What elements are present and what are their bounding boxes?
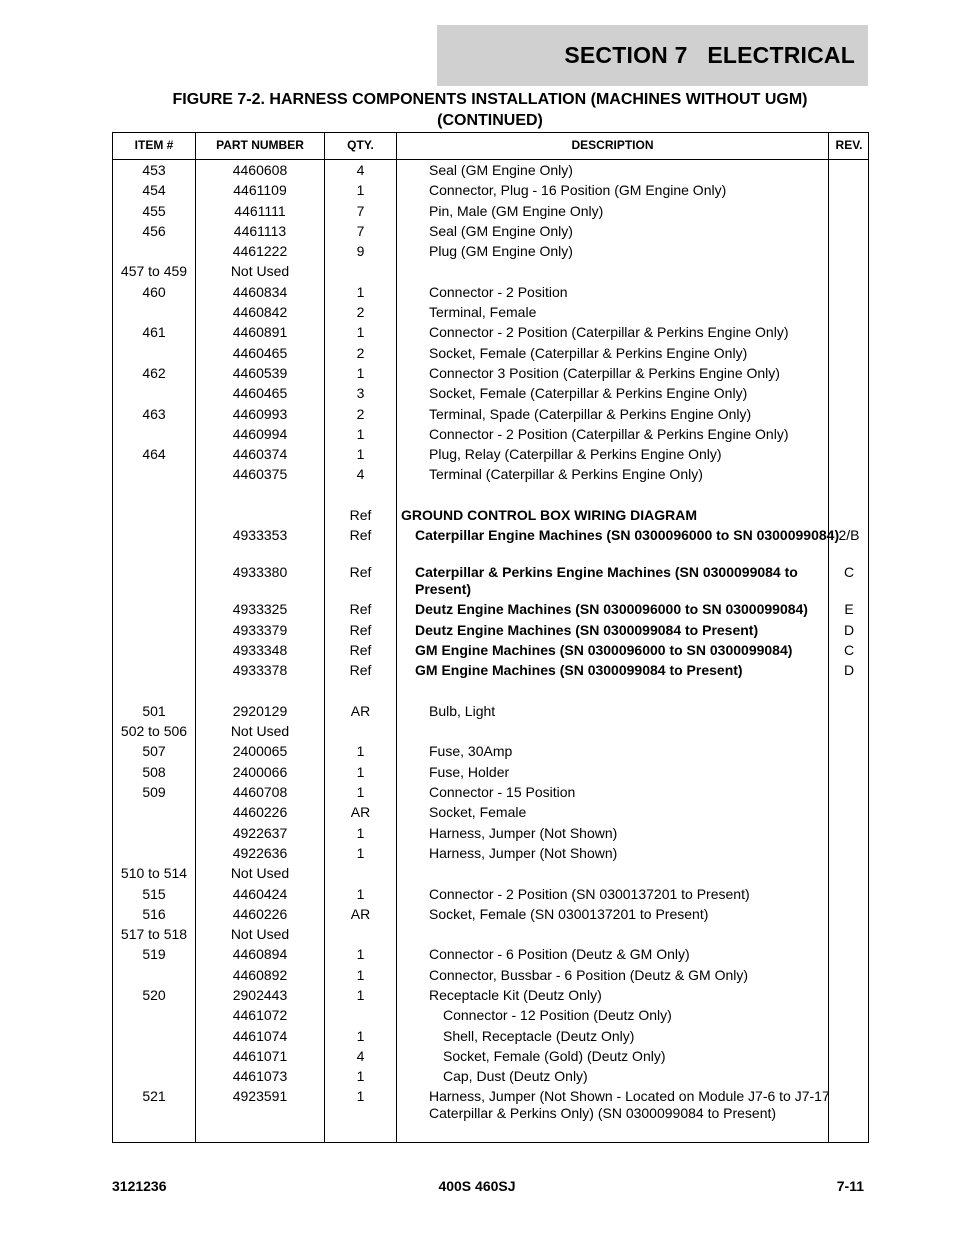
table-body: [113, 162, 868, 1125]
part-number-cell: 4460226: [232, 804, 288, 821]
qty-cell: 7: [356, 202, 365, 219]
description-cell: Terminal (Caterpillar & Perkins Engine Only): [429, 466, 703, 483]
table-row: [113, 723, 868, 743]
item-cell: 462: [142, 364, 166, 381]
part-number-cell: 4460374: [232, 446, 288, 463]
item-cell: 502 to 506: [120, 723, 188, 740]
qty-cell: 1: [356, 824, 365, 841]
part-number-cell: 4922637: [232, 824, 288, 841]
part-number-cell: Not Used: [230, 263, 290, 280]
qty-cell: 9: [356, 243, 365, 260]
description-cell: Socket, Female (Gold) (Deutz Only): [443, 1047, 666, 1064]
table-row: [113, 642, 868, 662]
table-spacer: [113, 683, 868, 703]
description-cell: Connector 3 Position (Caterpillar & Perkins Engine Only): [429, 364, 780, 381]
part-number-cell: 2920129: [232, 702, 288, 719]
table-row: [113, 601, 868, 621]
item-cell: 456: [142, 222, 166, 239]
part-number-cell: 4460539: [232, 364, 288, 381]
description-cell: Socket, Female (Caterpillar & Perkins Engine Only): [429, 385, 748, 402]
qty-cell: 1: [356, 1088, 365, 1105]
part-number-cell: 4460993: [232, 405, 288, 422]
item-cell: 510 to 514: [120, 865, 188, 882]
item-cell: 507: [142, 743, 166, 760]
part-number-cell: 4460608: [232, 162, 288, 178]
part-number-cell: 4460892: [232, 966, 288, 983]
description-cell: Harness, Jumper (Not Shown): [429, 844, 618, 861]
part-number-cell: Not Used: [230, 926, 290, 943]
description-cell: GM Engine Machines (SN 0300099084 to Present): [415, 662, 743, 679]
qty-cell: 4: [356, 466, 365, 483]
table-row: [113, 203, 868, 223]
item-cell: 520: [142, 986, 166, 1003]
qty-cell: AR: [350, 702, 371, 719]
qty-cell: 1: [356, 1027, 365, 1044]
table-row: [113, 804, 868, 824]
footer-doc-number: 3121236: [112, 1178, 167, 1194]
table-row: [113, 406, 868, 426]
rev-cell: E: [844, 601, 854, 618]
table-row: [113, 284, 868, 304]
description-cell: Seal (GM Engine Only): [429, 162, 573, 178]
table-row: [113, 703, 868, 723]
description-cell: Connector, Plug - 16 Position (GM Engine Only): [429, 182, 727, 199]
description-cell: Terminal, Spade (Caterpillar & Perkins Engine Only): [429, 405, 752, 422]
table-row: [113, 1088, 868, 1125]
footer-model: 400S 460SJ: [438, 1178, 516, 1194]
part-number-cell: 4461073: [232, 1068, 288, 1085]
part-number-cell: 4922636: [232, 844, 288, 861]
description-cell: Fuse, 30Amp: [429, 743, 513, 760]
description-cell: Connector, Bussbar - 6 Position (Deutz & GM Only): [429, 966, 749, 983]
qty-cell: 7: [356, 222, 365, 239]
qty-cell: 2: [356, 405, 365, 422]
item-cell: 508: [142, 763, 166, 780]
description-cell: Fuse, Holder: [429, 763, 510, 780]
part-number-cell: 4460834: [232, 283, 288, 300]
qty-cell: 1: [356, 885, 365, 902]
table-row: [113, 1048, 868, 1068]
description-cell: Plug (GM Engine Only): [429, 243, 573, 260]
qty-cell: Ref: [349, 507, 372, 524]
qty-cell: 1: [356, 946, 365, 963]
section-header-band: [437, 25, 868, 86]
description-cell: Connector - 2 Position (Caterpillar & Perkins Engine Only): [429, 324, 789, 341]
part-number-cell: 4461113: [233, 222, 287, 239]
qty-cell: Ref: [349, 527, 372, 544]
table-row: [113, 622, 868, 642]
qty-cell: Ref: [349, 662, 372, 679]
description-cell: Socket, Female (Caterpillar & Perkins Engine Only): [429, 344, 748, 361]
description-cell: Cap, Dust (Deutz Only): [443, 1068, 588, 1085]
item-cell: 461: [142, 324, 166, 341]
description-cell: Caterpillar & Perkins Engine Machines (SN 0300099084 to Present): [415, 564, 798, 598]
item-cell: 453: [142, 162, 166, 178]
header-rev: REV.: [835, 138, 863, 152]
item-cell: 521: [142, 1088, 166, 1105]
description-cell: Terminal, Female: [429, 304, 537, 321]
table-row: [113, 845, 868, 865]
part-number-cell: 4933353: [232, 527, 288, 544]
table-row: [113, 507, 868, 527]
table-row: [113, 446, 868, 466]
footer-page-number: 7-11: [836, 1178, 864, 1194]
qty-cell: 2: [356, 304, 365, 321]
rev-cell: D: [843, 662, 855, 679]
part-number-cell: 4460842: [232, 304, 288, 321]
table-row: [113, 345, 868, 365]
table-row: [113, 162, 868, 182]
part-number-cell: 4933325: [232, 601, 288, 618]
part-number-cell: 4460465: [232, 385, 288, 402]
part-number-cell: 4460994: [232, 425, 288, 442]
qty-cell: 1: [356, 324, 365, 341]
part-number-cell: 4933380: [232, 564, 288, 581]
description-cell: Deutz Engine Machines (SN 0300096000 to SN 0300099084): [415, 601, 808, 618]
part-number-cell: 4461071: [232, 1047, 288, 1064]
item-cell: 463: [142, 405, 166, 422]
description-cell: Pin, Male (GM Engine Only): [429, 202, 604, 219]
qty-cell: Ref: [349, 564, 372, 581]
description-cell: Connector - 2 Position (Caterpillar & Perkins Engine Only): [429, 425, 789, 442]
qty-cell: AR: [350, 804, 371, 821]
description-cell: Connector - 2 Position (SN 0300137201 to Present): [429, 885, 750, 902]
table-row: [113, 182, 868, 202]
table-row: [113, 1028, 868, 1048]
part-number-cell: 4460894: [232, 946, 288, 963]
table-row: [113, 304, 868, 324]
part-number-cell: 4461109: [233, 182, 287, 199]
table-row: [113, 243, 868, 263]
description-cell: Caterpillar Engine Machines (SN 0300096000 to SN 0300099084): [415, 527, 840, 544]
item-cell: 454: [142, 182, 166, 199]
part-number-cell: 2400065: [232, 743, 288, 760]
header-part-number: PART NUMBER: [216, 138, 304, 152]
description-cell: Plug, Relay (Caterpillar & Perkins Engine Only): [429, 446, 722, 463]
item-cell: 460: [142, 283, 166, 300]
item-cell: 516: [142, 905, 166, 922]
header-description: DESCRIPTION: [571, 138, 654, 152]
table-row: [113, 825, 868, 845]
part-number-cell: 4460465: [232, 344, 288, 361]
table-spacer: [113, 487, 868, 507]
description-cell: Deutz Engine Machines (SN 0300099084 to Present): [415, 621, 759, 638]
table-row: [113, 564, 868, 601]
part-number-cell: 4461074: [232, 1027, 288, 1044]
qty-cell: 1: [356, 283, 365, 300]
table-row: [113, 1007, 868, 1027]
rev-cell: C: [843, 564, 855, 581]
table-row: [113, 365, 868, 385]
figure-title: FIGURE 7-2. HARNESS COMPONENTS INSTALLATION (MACHINES WITHOUT UGM): [172, 91, 808, 108]
description-cell: Socket, Female (SN 0300137201 to Present): [429, 905, 709, 922]
description-cell: Harness, Jumper (Not Shown - Located on Module J7-6 to J7-17 Caterpillar & Perkins Only) (SN 0300099084 to Present): [429, 1088, 830, 1122]
table-row: [113, 263, 868, 283]
table-row: [113, 662, 868, 682]
part-number-cell: 4460424: [232, 885, 288, 902]
description-cell: GROUND CONTROL BOX WIRING DIAGRAM: [401, 507, 698, 524]
part-number-cell: 4461222: [232, 243, 288, 260]
qty-cell: 4: [356, 162, 365, 178]
description-cell: Receptacle Kit (Deutz Only): [429, 986, 602, 1003]
part-number-cell: 4460891: [232, 324, 288, 341]
table-row: [113, 764, 868, 784]
item-cell: 455: [142, 202, 166, 219]
qty-cell: 1: [356, 1068, 365, 1085]
table-row: [113, 967, 868, 987]
part-number-cell: 4933379: [232, 621, 288, 638]
item-cell: 509: [142, 784, 166, 801]
item-cell: 464: [142, 446, 166, 463]
item-cell: 501: [142, 702, 166, 719]
part-number-cell: 2400066: [232, 763, 288, 780]
item-cell: 517 to 518: [120, 926, 188, 943]
part-number-cell: 2902443: [232, 986, 288, 1003]
rev-cell: D: [843, 621, 855, 638]
table-row: [113, 926, 868, 946]
description-cell: Connector - 12 Position (Deutz Only): [443, 1007, 672, 1024]
header-qty: QTY.: [347, 138, 374, 152]
header-divider: [113, 159, 868, 160]
qty-cell: 2: [356, 344, 365, 361]
table-row: [113, 1068, 868, 1088]
part-number-cell: 4460226: [232, 905, 288, 922]
part-number-cell: 4460708: [232, 784, 288, 801]
table-row: [113, 987, 868, 1007]
table-row: [113, 906, 868, 926]
qty-cell: 4: [356, 1047, 365, 1064]
item-cell: 519: [142, 946, 166, 963]
item-cell: 457 to 459: [120, 263, 188, 280]
table-row: [113, 886, 868, 906]
description-cell: Harness, Jumper (Not Shown): [429, 824, 618, 841]
table-row: [113, 865, 868, 885]
qty-cell: Ref: [349, 601, 372, 618]
qty-cell: 1: [356, 425, 365, 442]
figure-title-continued: (CONTINUED): [437, 112, 543, 129]
description-cell: GM Engine Machines (SN 0300096000 to SN 0300099084): [415, 641, 793, 658]
rev-cell: C: [843, 641, 855, 658]
qty-cell: 1: [356, 182, 365, 199]
part-number-cell: 4923591: [232, 1088, 288, 1105]
qty-cell: Ref: [349, 621, 372, 638]
description-cell: Bulb, Light: [429, 702, 496, 719]
qty-cell: 1: [356, 966, 365, 983]
description-cell: Shell, Receptacle (Deutz Only): [443, 1027, 635, 1044]
part-number-cell: 4461111: [234, 202, 286, 219]
table-row: [113, 466, 868, 486]
table-row: [113, 385, 868, 405]
qty-cell: 1: [356, 844, 365, 861]
part-number-cell: 4933378: [232, 662, 288, 679]
table-row: [113, 946, 868, 966]
qty-cell: Ref: [349, 641, 372, 658]
qty-cell: 1: [356, 986, 365, 1003]
description-cell: Connector - 2 Position: [429, 283, 568, 300]
part-number-cell: 4460375: [232, 466, 288, 483]
header-item: ITEM #: [134, 138, 174, 152]
table-row: [113, 743, 868, 763]
section-title: SECTION 7 ELECTRICAL: [564, 42, 855, 68]
parts-table: [112, 132, 869, 1143]
description-cell: Socket, Female: [429, 804, 527, 821]
qty-cell: AR: [350, 905, 371, 922]
qty-cell: 1: [356, 364, 365, 381]
part-number-cell: Not Used: [230, 723, 290, 740]
part-number-cell: 4461072: [232, 1007, 288, 1024]
description-cell: Seal (GM Engine Only): [429, 222, 573, 239]
qty-cell: 3: [356, 385, 365, 402]
part-number-cell: 4933348: [232, 641, 288, 658]
part-number-cell: Not Used: [230, 865, 290, 882]
qty-cell: 1: [356, 763, 365, 780]
rev-cell: 2/B: [838, 527, 860, 544]
table-row: [113, 426, 868, 446]
table-row: [113, 324, 868, 344]
table-row: [113, 223, 868, 243]
item-cell: 515: [142, 885, 166, 902]
description-cell: Connector - 6 Position (Deutz & GM Only): [429, 946, 690, 963]
qty-cell: 1: [356, 743, 365, 760]
table-row: [113, 527, 868, 564]
table-row: [113, 784, 868, 804]
description-cell: Connector - 15 Position: [429, 784, 576, 801]
qty-cell: 1: [356, 784, 365, 801]
qty-cell: 1: [356, 446, 365, 463]
